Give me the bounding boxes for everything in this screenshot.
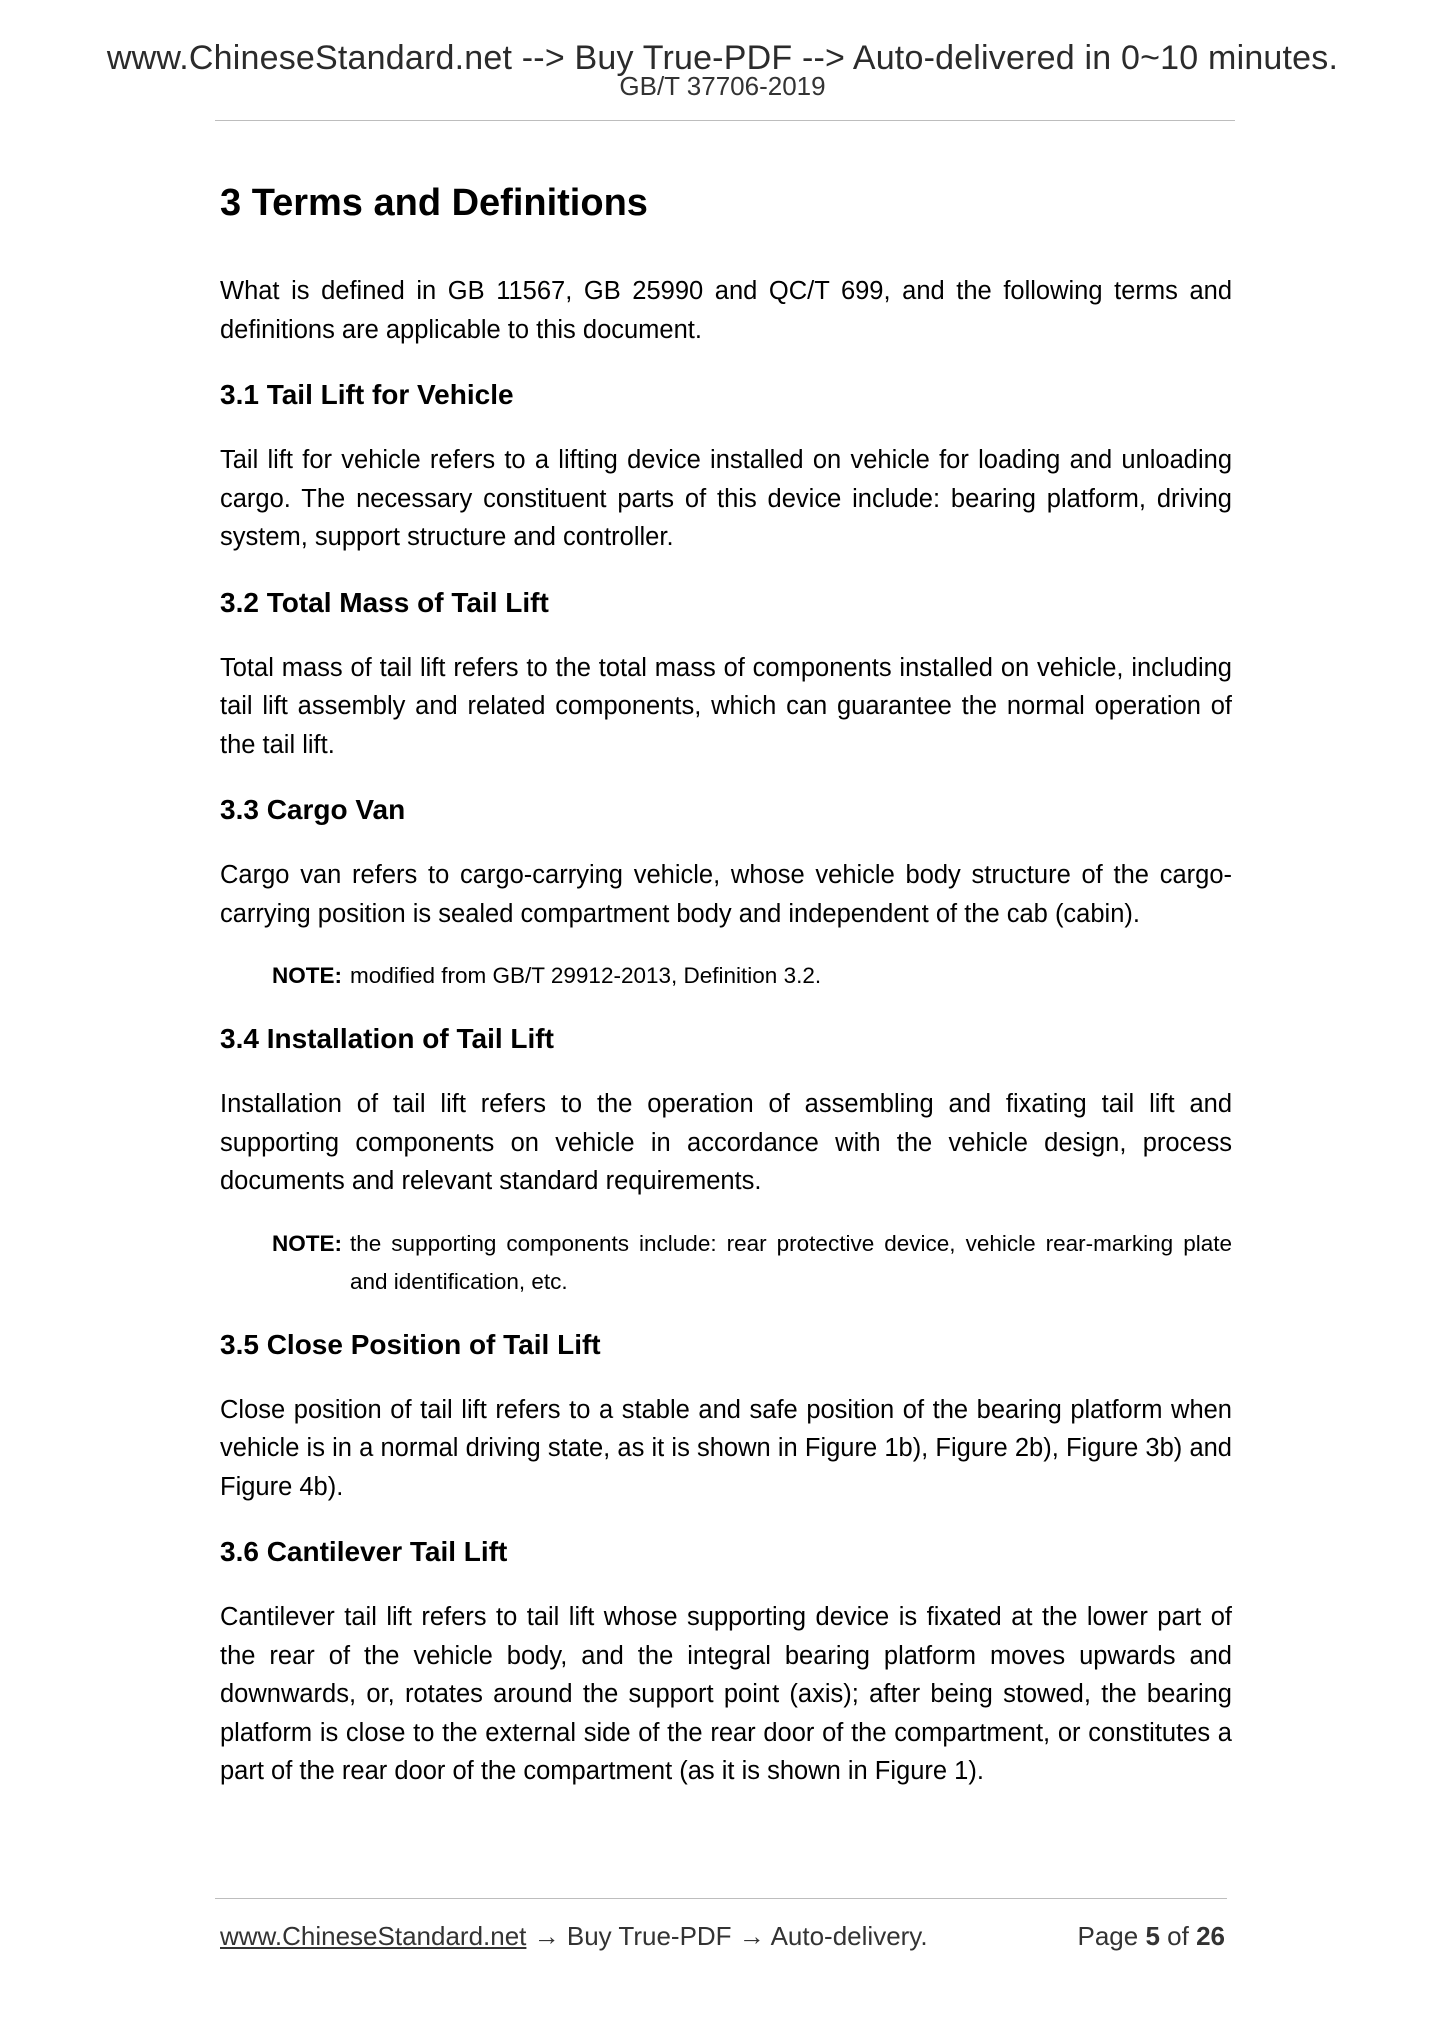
- footer-divider: [215, 1898, 1227, 1899]
- note-label: NOTE:: [272, 963, 342, 988]
- term-heading-3-2: 3.2 Total Mass of Tail Lift: [220, 586, 549, 618]
- footer-site-link[interactable]: www.ChineseStandard.net: [220, 1921, 527, 1951]
- note-3-3: [272, 957, 1232, 995]
- intro-paragraph: What is defined in GB 11567, GB 25990 and QC/T 699, and the following terms and definitions are applicable to this document.: [220, 277, 1232, 344]
- header-divider: [215, 120, 1235, 121]
- term-heading-3-1: 3.1 Tail Lift for Vehicle: [220, 379, 514, 410]
- term-text-3-2: Total mass of tail lift refers to the total mass of components installed on vehicle, including tail lift assembly and related components, which can guarantee the normal operation of the tail lift.: [220, 653, 1232, 759]
- note-text: modified from GB/T 29912-2013, Definition 3.2.: [350, 963, 822, 988]
- section-title: 3 Terms and Definitions: [220, 182, 648, 224]
- page-footer: [220, 1916, 1225, 1956]
- note-3-4: [272, 1225, 1232, 1301]
- term-text-3-6: Cantilever tail lift refers to tail lift whose supporting device is fixated at the lower part of the rear of the vehicle body, and the integral bearing platform moves upwards and downwards, or, rotates around the support point (axis); after being stowed, the bearing platform is close to the external side of the rear door of the compartment, or constitutes a part of the rear door of the compartment (as it is shown in Figure 1).: [220, 1603, 1232, 1785]
- footer-left: [220, 1916, 928, 1956]
- note-text: the supporting components include: rear protective device, vehicle rear-marking plate and identification, etc.: [350, 1230, 1232, 1294]
- term-text-3-5: Close position of tail lift refers to a stable and safe position of the bearing platform when vehicle is in a normal driving state, as it is shown in Figure 1b), Figure 2b), Figure 3b) and Figure 4b).: [220, 1395, 1232, 1501]
- term-text-3-1: Tail lift for vehicle refers to a lifting device installed on vehicle for loading and unloading cargo. The necessary constituent parts of this device include: bearing platform, driving system, support structure and controller.: [220, 446, 1232, 551]
- footer-tagline: → Buy True-PDF → Auto-delivery.: [526, 1921, 928, 1951]
- note-label: NOTE:: [272, 1230, 342, 1256]
- page-number: [1077, 1916, 1225, 1956]
- standard-code: GB/T 37706-2019: [619, 71, 826, 101]
- term-heading-3-4: 3.4 Installation of Tail Lift: [220, 1023, 554, 1054]
- term-heading-3-3: 3.3 Cargo Van: [220, 794, 406, 825]
- term-heading-3-6: 3.6 Cantilever Tail Lift: [220, 1536, 508, 1567]
- total-pages: 26: [1196, 1921, 1225, 1951]
- term-text-3-3: Cargo van refers to cargo-carrying vehicle, whose vehicle body structure of the cargo-carrying position is sealed compartment body and independent of the cab (cabin).: [220, 861, 1232, 928]
- of-word: of: [1167, 1921, 1189, 1951]
- term-heading-3-5: 3.5 Close Position of Tail Lift: [220, 1328, 601, 1360]
- page-word: Page: [1077, 1921, 1139, 1951]
- page-content: [220, 178, 1232, 1819]
- term-text-3-4: Installation of tail lift refers to the operation of assembling and fixating tail lift and supporting components on vehicle in accordance with the vehicle design, process documents and relevant standard requirements.: [220, 1090, 1232, 1195]
- top-banner: www.ChineseStandard.net --> Buy True-PDF --> Auto-delivered in 0~10 minutes.: [106, 39, 1339, 77]
- current-page: 5: [1145, 1921, 1160, 1951]
